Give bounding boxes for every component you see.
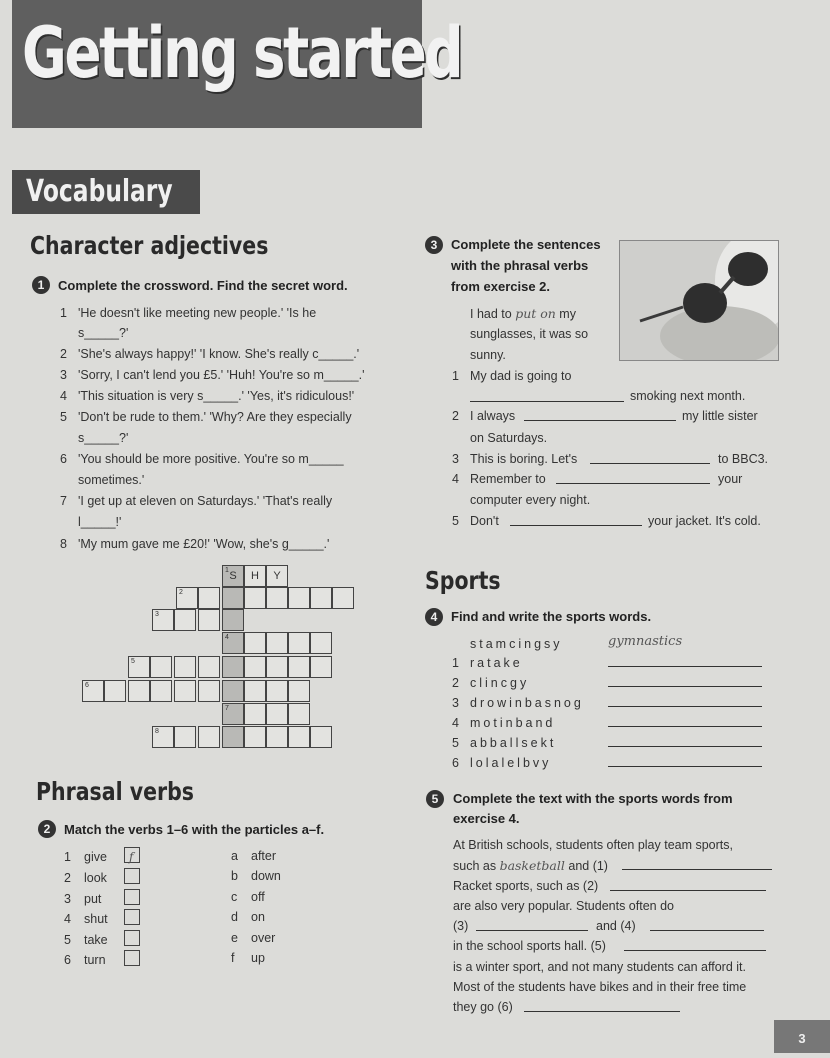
crossword-cell[interactable]: [244, 656, 266, 678]
ex3-item-number: 5: [452, 514, 459, 528]
ex1-item-text: 'She's always happy!' 'I know. She's really c_____.': [78, 347, 360, 361]
verb-number: 4: [64, 912, 71, 926]
particle-word: up: [251, 951, 265, 965]
crossword-cell[interactable]: [244, 726, 266, 748]
crossword-cell[interactable]: [244, 565, 266, 587]
page-number: 3: [774, 1020, 830, 1053]
exercise-3-instruction: from exercise 2.: [451, 279, 551, 294]
exercise-3-instruction: Complete the sentences: [451, 237, 601, 252]
answer-value: f: [129, 850, 134, 864]
ex1-item-text: 'My mum gave me £20!' 'Wow, she's g_____.': [78, 537, 330, 551]
sports-item-number: 3: [452, 696, 459, 710]
answer-line[interactable]: [610, 890, 766, 891]
ex5-text-part: such as: [453, 859, 500, 873]
answer-line[interactable]: [608, 726, 762, 727]
crossword-cell[interactable]: [174, 609, 196, 631]
crossword-cell[interactable]: [150, 680, 172, 702]
ex5-text: is a winter sport, and not many students can afford it.: [453, 960, 746, 974]
answer-line[interactable]: [650, 930, 764, 931]
ex1-item-text: 'You should be more positive. You're so m_____: [78, 452, 344, 466]
verb-word: turn: [84, 953, 106, 967]
ex5-text: in the school sports hall. (5): [453, 939, 606, 953]
crossword-cell[interactable]: [222, 609, 244, 631]
crossword-cell[interactable]: [128, 680, 150, 702]
verb-word: take: [84, 933, 108, 947]
crossword-number: 1: [225, 567, 229, 574]
crossword-cell[interactable]: [288, 703, 310, 725]
crossword-number: 4: [225, 634, 229, 641]
ex1-item-text: 'Sorry, I can't lend you £5.' 'Huh! You're so m_____.': [78, 368, 365, 382]
ex1-item-text: 'He doesn't like meeting new people.' 'Is he: [78, 306, 317, 320]
ex1-item-number: 2: [60, 347, 67, 361]
ex1-item-text: 'Don't be rude to them.' 'Why? Are they especially: [78, 410, 352, 424]
crossword-cell[interactable]: [266, 726, 288, 748]
ex5-text: [453, 858, 608, 873]
crossword-cell[interactable]: [288, 632, 310, 654]
scrambled-word: stamcingsy: [470, 637, 563, 651]
ex1-item-text: l_____!': [78, 515, 122, 529]
verb-number: 5: [64, 933, 71, 947]
exercise-1-number: 1: [32, 276, 50, 294]
answer-box[interactable]: [124, 868, 140, 884]
scrambled-word: motinband: [470, 716, 556, 730]
crossword-cell[interactable]: [198, 609, 220, 631]
exercise-2-instruction: Match the verbs 1–6 with the particles a–f.: [64, 822, 325, 837]
ex3-item-number: 2: [452, 409, 459, 423]
crossword-cell[interactable]: [266, 565, 288, 587]
ex3-item-text: This is boring. Let's: [470, 452, 578, 466]
answer-box[interactable]: [124, 889, 140, 905]
crossword-cell[interactable]: [244, 632, 266, 654]
example-text: sunny.: [470, 348, 506, 362]
ex1-item-text: 'I get up at eleven on Saturdays.' 'That's really: [78, 494, 333, 508]
particle-letter: c: [231, 890, 238, 904]
crossword-cell[interactable]: [288, 656, 310, 678]
sunglasses-photo: [619, 240, 779, 361]
ex1-item-text: 'This situation is very s_____.' 'Yes, it's ridiculous!': [78, 389, 355, 403]
ex3-item-text: your: [718, 472, 743, 486]
crossword-cell[interactable]: [310, 656, 332, 678]
crossword-cell[interactable]: [310, 726, 332, 748]
verb-word: look: [84, 871, 107, 885]
crossword-number: 3: [155, 611, 159, 618]
crossword-cell[interactable]: [198, 680, 220, 702]
ex3-item-number: 4: [452, 472, 459, 486]
crossword-number: 6: [85, 682, 89, 689]
exercise-5-instruction: Complete the text with the sports words from: [453, 791, 733, 806]
answer-box[interactable]: [124, 950, 140, 966]
ex1-item-text: sometimes.': [78, 473, 145, 487]
particle-word: after: [251, 849, 277, 863]
answer-line[interactable]: [608, 706, 762, 707]
sunglasses-icon: [620, 241, 778, 360]
crossword-cell[interactable]: [174, 680, 196, 702]
exercise-5-instruction: exercise 4.: [453, 811, 520, 826]
crossword-cell[interactable]: [222, 726, 244, 748]
crossword-number: 7: [225, 705, 229, 712]
crossword-cell[interactable]: [104, 680, 126, 702]
ex1-item-number: 1: [60, 306, 67, 320]
ex3-item-number: 1: [452, 369, 459, 383]
crossword-cell[interactable]: [266, 703, 288, 725]
verb-number: 1: [64, 850, 71, 864]
ex5-text: Most of the students have bikes and in their free time: [453, 980, 747, 994]
crossword-cell[interactable]: [244, 680, 266, 702]
ex3-item-text: Remember to: [470, 472, 546, 486]
crossword-cell[interactable]: [266, 587, 288, 609]
ex5-example-answer: basketball: [499, 858, 565, 873]
ex5-text: (3): [453, 919, 469, 933]
ex3-item-text: on Saturdays.: [470, 431, 548, 445]
crossword-letter: H: [251, 570, 259, 582]
verb-number: 2: [64, 871, 71, 885]
crossword-letter: Y: [273, 570, 281, 582]
ex3-item-text: My dad is going to: [470, 369, 572, 383]
scrambled-word: clincgy: [470, 676, 530, 690]
particle-letter: b: [231, 869, 238, 883]
ex1-item-number: 4: [60, 389, 67, 403]
crossword-cell[interactable]: [174, 726, 196, 748]
crossword-cell[interactable]: [174, 656, 196, 678]
exercise-3-number: 3: [425, 236, 443, 254]
sports-item-number: 2: [452, 676, 459, 690]
crossword-cell[interactable]: [222, 703, 244, 725]
exercise-5-number: 5: [426, 790, 444, 808]
example-text: my: [555, 307, 576, 321]
crossword-cell[interactable]: [198, 726, 220, 748]
crossword-cell[interactable]: [266, 680, 288, 702]
ex1-item-text: s_____?': [78, 326, 129, 340]
crossword-cell[interactable]: [82, 680, 104, 702]
crossword-cell[interactable]: [222, 656, 244, 678]
section-title: Vocabulary: [26, 174, 173, 209]
answer-line[interactable]: [556, 483, 710, 484]
exercise-2-number: 2: [38, 820, 56, 838]
character-adjectives-heading: Character adjectives: [30, 231, 269, 260]
crossword-number: 8: [155, 728, 159, 735]
answer-box[interactable]: [124, 909, 140, 925]
crossword-cell[interactable]: [288, 680, 310, 702]
phrasal-verbs-heading: Phrasal verbs: [36, 777, 195, 806]
crossword-number: 5: [131, 658, 135, 665]
particle-word: down: [251, 869, 281, 883]
answer-box[interactable]: [124, 930, 140, 946]
answer-line[interactable]: [470, 401, 624, 402]
answer-line[interactable]: [608, 746, 762, 747]
crossword-cell[interactable]: [332, 587, 354, 609]
answer-line[interactable]: [524, 420, 676, 421]
answer-line[interactable]: [476, 930, 588, 931]
crossword-cell[interactable]: [222, 587, 244, 609]
exercise-1-instruction: Complete the crossword. Find the secret word.: [58, 278, 348, 293]
crossword-cell[interactable]: [222, 565, 244, 587]
particle-word: over: [251, 931, 276, 945]
ex5-text: are also very popular. Students often do: [453, 899, 674, 913]
answer-line[interactable]: [624, 950, 766, 951]
answer-line[interactable]: [608, 666, 762, 667]
scrambled-word: lolalelbvy: [470, 756, 552, 770]
crossword-cell[interactable]: [198, 656, 220, 678]
ex1-item-text: s_____?': [78, 431, 129, 445]
crossword-cell[interactable]: [222, 680, 244, 702]
crossword-cell[interactable]: [244, 703, 266, 725]
scrambled-word: abballsekt: [470, 736, 557, 750]
ex3-item-text: to BBC3.: [718, 452, 769, 466]
crossword-cell[interactable]: [310, 587, 332, 609]
particle-word: on: [251, 910, 265, 924]
page-title: Getting started: [22, 12, 462, 94]
crossword-cell[interactable]: [288, 726, 310, 748]
sports-item-number: 5: [452, 736, 459, 750]
scrambled-word: ratake: [470, 656, 523, 670]
exercise-4-instruction: Find and write the sports words.: [451, 609, 652, 624]
ex3-item-text: your jacket. It's cold.: [648, 514, 761, 528]
ex5-text-part: and (1): [564, 859, 608, 873]
verb-number: 6: [64, 953, 71, 967]
crossword-cell[interactable]: [128, 656, 150, 678]
example-answer: put on: [515, 306, 556, 321]
particle-word: off: [251, 890, 265, 904]
exercise-3-instruction: with the phrasal verbs: [451, 258, 589, 273]
ex3-item-text: smoking next month.: [630, 389, 746, 403]
ex3-item-text: my little sister: [682, 409, 758, 423]
particle-letter: e: [231, 931, 238, 945]
ex1-item-number: 6: [60, 452, 67, 466]
ex3-item-text: I always: [470, 409, 516, 423]
answer-box[interactable]: [124, 847, 140, 863]
example-text: I had to: [470, 307, 516, 321]
crossword-cell[interactable]: [152, 726, 174, 748]
answer-line[interactable]: [510, 525, 642, 526]
answer-line[interactable]: [590, 463, 710, 464]
ex3-item-number: 3: [452, 452, 459, 466]
crossword-cell[interactable]: [176, 587, 198, 609]
crossword-cell[interactable]: [288, 587, 310, 609]
crossword-cell[interactable]: [150, 656, 172, 678]
verb-number: 3: [64, 892, 71, 906]
crossword-cell[interactable]: [244, 587, 266, 609]
crossword-letter: S: [229, 570, 237, 582]
particle-letter: f: [231, 951, 235, 965]
ex3-item-text: Don't: [470, 514, 499, 528]
crossword-cell[interactable]: [266, 656, 288, 678]
verb-word: put: [84, 892, 102, 906]
verb-word: give: [84, 850, 107, 864]
answer-line[interactable]: [608, 766, 762, 767]
sports-heading: Sports: [425, 566, 501, 595]
crossword-cell[interactable]: [198, 587, 220, 609]
scrambled-word: drowinbasnog: [470, 696, 584, 710]
crossword-cell[interactable]: [266, 632, 288, 654]
particle-letter: a: [231, 849, 238, 863]
sports-item-number: 4: [452, 716, 459, 730]
ex1-item-number: 3: [60, 368, 67, 382]
example-answer: gymnastics: [608, 634, 683, 649]
crossword-cell[interactable]: [152, 609, 174, 631]
particle-letter: d: [231, 910, 238, 924]
ex1-item-number: 5: [60, 410, 67, 424]
exercise-4-number: 4: [425, 608, 443, 626]
ex5-text: Racket sports, such as (2): [453, 879, 599, 893]
sports-item-number: 6: [452, 756, 459, 770]
exercise-3-example: [470, 306, 576, 321]
ex3-item-text: computer every night.: [470, 493, 591, 507]
ex1-item-number: 8: [60, 537, 67, 551]
ex5-text: At British schools, students often play team sports,: [453, 838, 733, 852]
ex5-text: they go (6): [453, 1000, 513, 1014]
answer-line[interactable]: [622, 869, 772, 870]
sports-item-number: 1: [452, 656, 459, 670]
answer-line[interactable]: [524, 1011, 680, 1012]
ex5-text: and (4): [596, 919, 636, 933]
crossword-cell[interactable]: [222, 632, 244, 654]
ex1-item-number: 7: [60, 494, 67, 508]
answer-line[interactable]: [608, 686, 762, 687]
crossword-cell[interactable]: [310, 632, 332, 654]
crossword-number: 2: [179, 589, 183, 596]
example-text: sunglasses, it was so: [470, 327, 589, 341]
verb-word: shut: [84, 912, 108, 926]
